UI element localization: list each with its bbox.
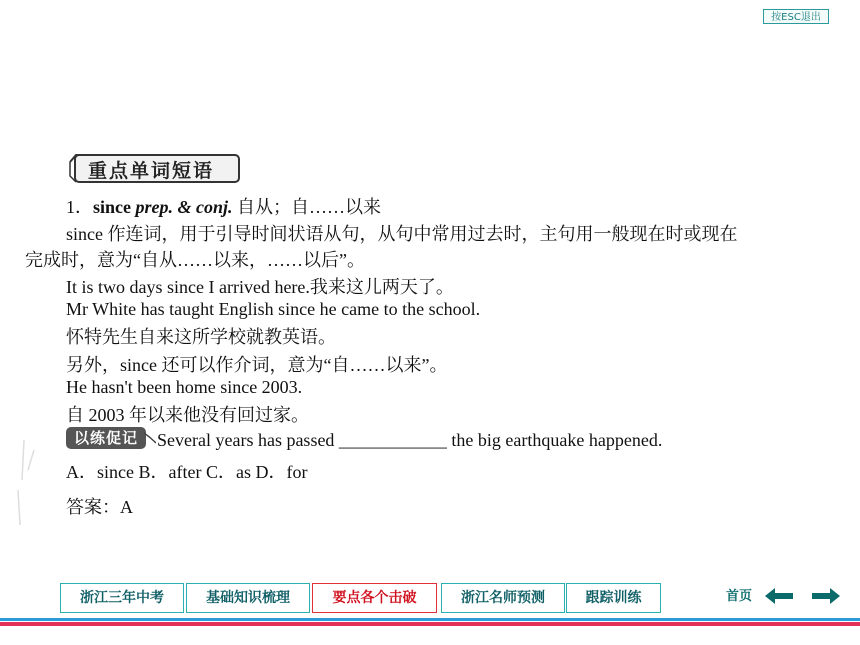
pen-stroke-icon bbox=[66, 427, 156, 449]
example-sentence: He hasn't been home since 2003. bbox=[66, 377, 303, 397]
decorative-margin-mark bbox=[14, 440, 44, 530]
practice-badge-label: 以练促记 bbox=[66, 427, 146, 449]
footer-stripe-blue bbox=[0, 618, 860, 621]
item-part-of-speech: prep. & conj. bbox=[135, 197, 233, 217]
section-title-badge bbox=[68, 152, 241, 184]
previous-arrow-icon[interactable] bbox=[763, 587, 795, 605]
example-translation: 自 2003 年以来他没有回过家。 bbox=[66, 405, 309, 425]
nav-tab-zhejiang-exams[interactable]: 浙江三年中考 bbox=[60, 583, 184, 613]
example-translation: 怀特先生自来这所学校就教英语。 bbox=[66, 327, 336, 347]
next-arrow-icon[interactable] bbox=[810, 587, 842, 605]
explanation-line: since 作连词，用于引导时间状语从句，从句中常用过去时，主句用一般现在时或现在 bbox=[66, 224, 738, 244]
nav-tab-training[interactable]: 跟踪训练 bbox=[566, 583, 661, 613]
nav-tab-teacher-prediction[interactable]: 浙江名师预测 bbox=[441, 583, 565, 613]
practice-options: A．since B．after C．as D．for bbox=[66, 462, 308, 482]
explanation-line: 另外，since 还可以作介词，意为“自……以来”。 bbox=[66, 355, 448, 375]
item-word: since bbox=[93, 197, 131, 217]
esc-exit-button[interactable]: 按ESC退出 bbox=[763, 9, 829, 24]
nav-tab-key-points[interactable]: 要点各个击破 bbox=[312, 583, 437, 613]
practice-question: Several years has passed ____________ the big earthquake happened. bbox=[157, 430, 663, 450]
item-number: 1． bbox=[66, 197, 93, 217]
practice-answer: 答案：A bbox=[66, 497, 133, 517]
example-sentence: It is two days since I arrived here.我来这儿两天了。 bbox=[66, 277, 454, 297]
explanation-line-continued: 完成时，意为“自从……以来，……以后”。 bbox=[25, 250, 365, 270]
item-heading bbox=[66, 193, 381, 219]
item-meaning: 自从；自……以来 bbox=[232, 197, 381, 217]
nav-tab-basic-knowledge[interactable]: 基础知识梳理 bbox=[186, 583, 310, 613]
example-sentence: Mr White has taught English since he came to the school. bbox=[66, 299, 481, 319]
home-button[interactable]: 首页 bbox=[726, 589, 753, 604]
section-title: 重点单词短语 bbox=[88, 160, 215, 182]
practice-badge bbox=[66, 427, 156, 449]
footer-stripe-red bbox=[0, 622, 860, 626]
